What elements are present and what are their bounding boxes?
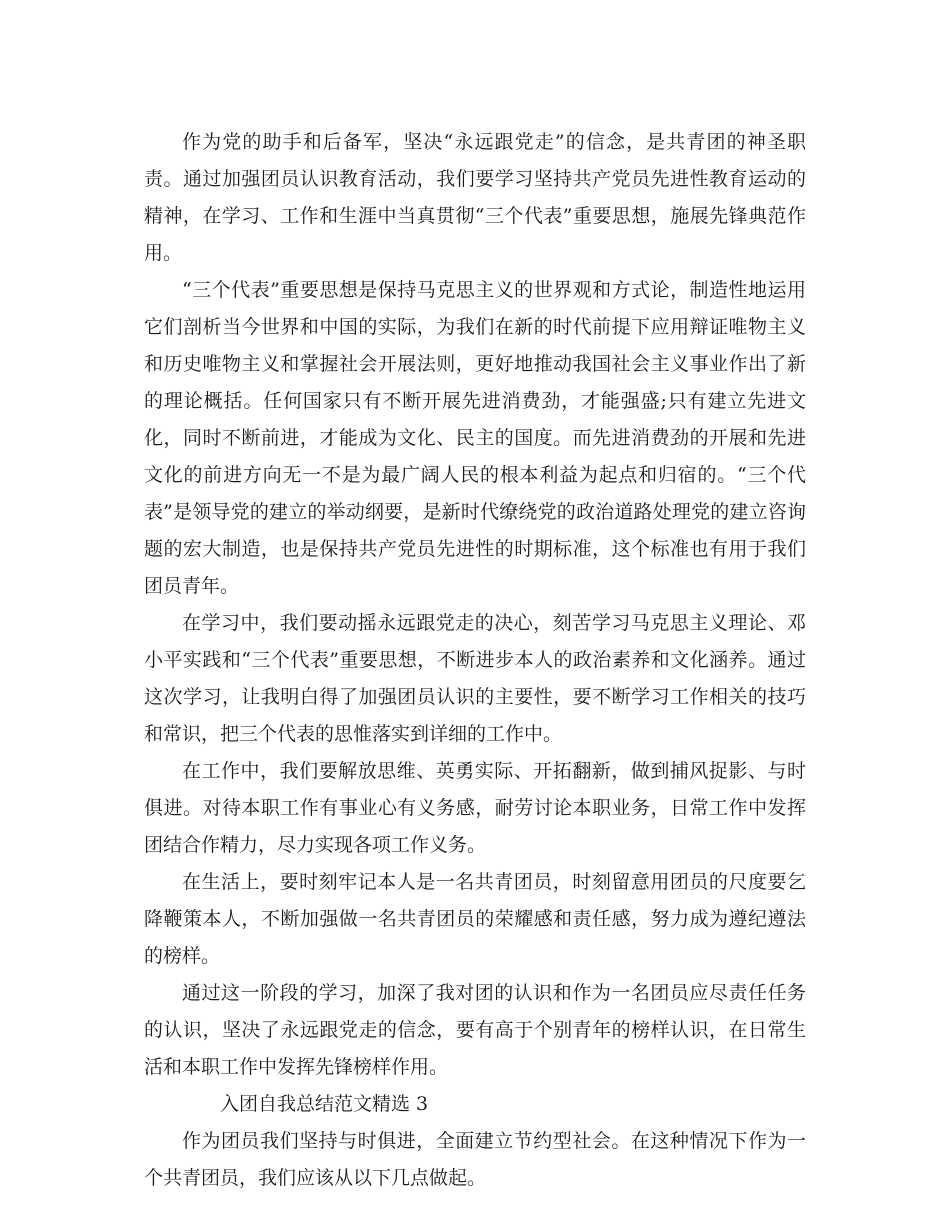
paragraph-1: 作为党的助手和后备军，坚决“永远跟党走”的信念，是共青团的神圣职责。通过加强团员认识教育活动，我们要学习坚持共产党员先进性教育运动的精神，在学习、工作和生涯中当真贯彻“三个代表”重要思想，施展先锋典范作用。 bbox=[144, 131, 806, 264]
paragraph-3: 在学习中，我们要动摇永远跟党走的决心，刻苦学习马克思主义理论、邓小平实践和“三个代表”重要思想，不断进步本人的政治素养和文化涵养。通过这次学习，让我明白得了加强团员认识的主要性，要不断学习工作相关的技巧和常识，把三个代表的思惟落实到详细的工作中。 bbox=[144, 612, 806, 745]
paragraph-4: 在工作中，我们要解放思维、英勇实际、开拓翻新，做到捕风捉影、与时俱进。对待本职工作有事业心有义务感，耐劳讨论本职业务，日常工作中发挥团结合作精力，尽力实现各项工作义务。 bbox=[144, 760, 806, 856]
section-heading: 入团自我总结范文精选 3 bbox=[220, 1093, 429, 1115]
paragraph-7: 作为团员我们坚持与时俱进，全面建立节约型社会。在这种情况下作为一个共青团员，我们应该从以下几点做起。 bbox=[144, 1130, 806, 1189]
paragraph-2: “三个代表”重要思想是保持马克思主义的世界观和方式论，制造性地运用它们剖析当今世界和中国的实际，为我们在新的时代前提下应用辩证唯物主义和历史唯物主义和掌握社会开展法则，更好地推动我国社会主义事业作出了新的理论概括。任何国家只有不断开展先进消费劲，才能强盛;只有建立先进文化，同时不断前进，才能成为文化、民主的国度。而先进消费劲的开展和先进文化的前进方向无一不是为最广阔人民的根本利益为起点和归宿的。“三个代表”是领导党的建立的举动纲要，是新时代缭绕党的政治道路处理党的建立咨询题的宏大制造，也是保持共产党员先进性的时期标准，这个标准也有用于我们团员青年。 bbox=[144, 279, 806, 597]
paragraph-5: 在生活上，要时刻牢记本人是一名共青团员，时刻留意用团员的尺度要乞降鞭策本人，不断加强做一名共青团员的荣耀感和责任感，努力成为遵纪遵法的榜样。 bbox=[144, 871, 806, 967]
paragraph-6: 通过这一阶段的学习，加深了我对团的认识和作为一名团员应尽责任任务的认识，坚决了永远跟党走的信念，要有高于个别青年的榜样认识，在日常生活和本职工作中发挥先锋榜样作用。 bbox=[144, 982, 806, 1078]
document-body bbox=[144, 124, 806, 1197]
